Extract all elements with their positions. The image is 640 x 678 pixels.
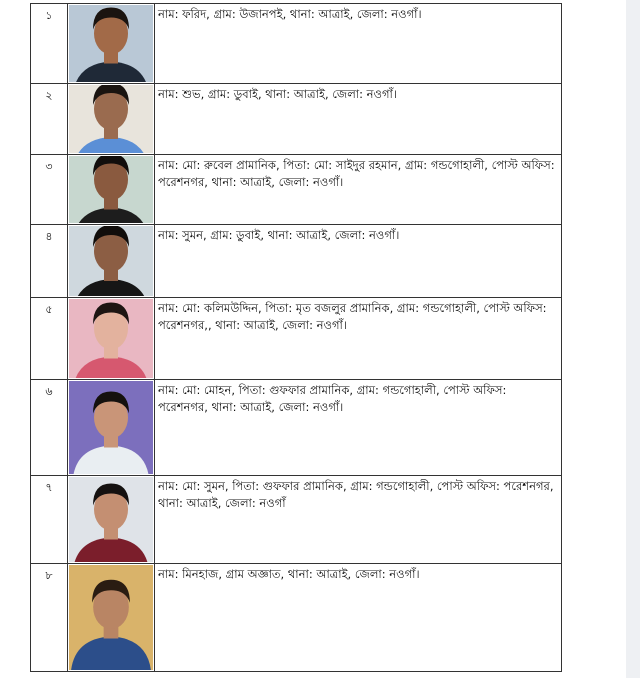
record-details: নাম: মো: রুবেল প্রামানিক, পিতা: মো: সাইদুর রহমান, গ্রাম: গন্ডগোহালী, পোস্ট অফিস: পরেশনগর, থানা: আত্রাই, জেলা: নওগাঁ। <box>155 155 562 225</box>
records-sheet <box>30 3 562 672</box>
record-photo-cell <box>68 84 155 155</box>
record-photo-cell <box>68 476 155 564</box>
record-photo-cell <box>68 155 155 225</box>
record-row <box>31 155 562 225</box>
record-details: নাম: সুমন, গ্রাম: ডুবাই, থানা: আত্রাই, জেলা: নওগাঁ। <box>155 225 562 298</box>
suspect-photo <box>69 381 153 474</box>
record-details: নাম: মো: সুমন, পিতা: গুফফার প্রামানিক, গ্রাম: গন্ডগোহালী, পোস্ট অফিস: পরেশনগর, থানা: আত্রাই, জেলা: নওগাঁ <box>155 476 562 564</box>
suspect-photo <box>69 156 153 223</box>
record-photo-cell <box>68 298 155 380</box>
record-details: নাম: মো: মোহন, পিতা: গুফফার প্রামানিক, গ্রাম: গন্ডগোহালী, পোস্ট অফিস: পরেশনগর, থানা: আত্রাই, জেলা: নওগাঁ। <box>155 380 562 476</box>
suspect-photo <box>69 477 153 562</box>
suspect-photo <box>69 85 153 153</box>
record-row <box>31 84 562 155</box>
records-table <box>30 3 562 672</box>
suspect-photo <box>69 299 153 378</box>
record-row <box>31 298 562 380</box>
suspect-photo <box>69 226 153 296</box>
records-body <box>31 4 562 672</box>
record-row <box>31 380 562 476</box>
record-row <box>31 225 562 298</box>
suspect-photo <box>69 565 153 670</box>
record-photo-cell <box>68 225 155 298</box>
record-serial: ১ <box>31 4 68 84</box>
record-serial: ৫ <box>31 298 68 380</box>
record-details: নাম: শুভ, গ্রাম: ডুবাই, থানা: আত্রাই, জেলা: নওগাঁ। <box>155 84 562 155</box>
record-row <box>31 564 562 672</box>
record-row <box>31 4 562 84</box>
record-photo-cell <box>68 4 155 84</box>
record-details: নাম: মো: কলিমউদ্দিন, পিতা: মৃত বজলুর প্রামানিক, গ্রাম: গন্ডগোহালী, পোস্ট অফিস: পরেশনগর,, থানা: আত্রাই, জেলা: নওগাঁ। <box>155 298 562 380</box>
suspect-photo <box>69 5 153 82</box>
record-serial: ২ <box>31 84 68 155</box>
record-serial: ৩ <box>31 155 68 225</box>
record-details: নাম: ফরিদ, গ্রাম: উজানপই, থানা: আত্রাই, জেলা: নওগাঁ। <box>155 4 562 84</box>
record-photo-cell <box>68 564 155 672</box>
record-serial: ৮ <box>31 564 68 672</box>
record-serial: ৬ <box>31 380 68 476</box>
record-serial: ৭ <box>31 476 68 564</box>
page-edge-strip <box>626 0 640 678</box>
record-serial: ৪ <box>31 225 68 298</box>
record-photo-cell <box>68 380 155 476</box>
record-details: নাম: মিনহাজ, গ্রাম অজ্ঞাত, থানা: আত্রাই, জেলা: নওগাঁ। <box>155 564 562 672</box>
record-row <box>31 476 562 564</box>
